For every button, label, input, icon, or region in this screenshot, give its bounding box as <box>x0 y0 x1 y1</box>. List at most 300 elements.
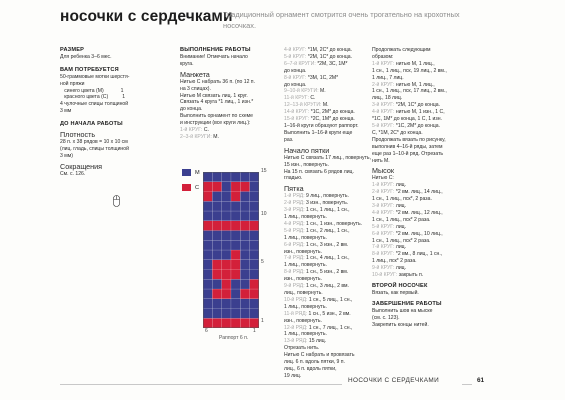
row-text: *2 вм. лиц., 10 лиц., <box>394 230 443 237</box>
foot-round <box>372 123 470 130</box>
row-text: изн., повернуть. <box>284 276 322 283</box>
row-text: 3 изн., повернуть. <box>304 200 349 207</box>
round-text: М. <box>211 133 219 140</box>
chart-stitch <box>240 172 249 182</box>
chart-stitch <box>250 270 259 280</box>
heel-row <box>284 366 372 373</box>
chart-stitch <box>203 221 212 231</box>
row-label: 3-й КРУГ: <box>372 102 395 109</box>
chart-stitch <box>231 201 240 211</box>
chart-stitch <box>240 279 249 289</box>
row-text: 19 лиц. <box>284 372 302 379</box>
row-text: лиц. 6 п. вдоль пятки, 9 п. <box>284 359 345 366</box>
pattern-round <box>284 47 372 54</box>
chart-stitch <box>203 309 212 319</box>
cuff-line: Нитью М связать лиц. 1 круг. <box>180 92 248 99</box>
row-text: Нитью С набрать и провязать <box>284 352 355 359</box>
chart-stitch <box>231 318 240 328</box>
chart-stitch <box>231 231 240 241</box>
chart-stitch <box>240 250 249 260</box>
row-label: 6–7-й КРУГИ: <box>284 60 316 67</box>
chart-stitch <box>212 211 221 221</box>
materials-line: красного цвета (С) 1 <box>60 94 126 101</box>
heel-row <box>284 269 372 276</box>
chart-stitch <box>203 250 212 260</box>
pattern-round <box>284 54 372 61</box>
chart-stitch <box>231 192 240 202</box>
pattern-round <box>284 75 372 82</box>
heel-row <box>284 221 372 228</box>
heel-start-line: 15 изн., повернуть. <box>284 161 329 168</box>
column-work-start <box>180 47 278 141</box>
row-label: 11-й КРУГ: <box>284 95 309 102</box>
row-label: 1-й РЯД: <box>284 193 305 200</box>
heel-subheading: Пятка <box>284 184 304 194</box>
chart-stitch <box>222 309 231 319</box>
row-text: изн., повернуть. <box>284 248 322 255</box>
row-text: лиц., 6 п. вдоль пятки, <box>284 365 337 372</box>
chart-stitch <box>250 289 259 299</box>
heel-row <box>284 242 372 249</box>
row-text: лиц. <box>394 244 407 251</box>
row-text: 1 сн., 3 лиц., 2 вм. <box>304 283 349 290</box>
toe-round <box>372 231 470 238</box>
heel-row <box>284 290 372 297</box>
row-text: *1М, 2С* до конца. <box>306 47 352 53</box>
row-tick-15: 15 <box>261 168 267 174</box>
chart-stitch <box>203 270 212 280</box>
row-label: 8-й РЯД: <box>284 269 305 276</box>
foot-intro-line: Продолжать следующим <box>372 47 431 53</box>
heel-start-subheading: Начало пятки <box>284 145 330 155</box>
heel-row <box>284 228 372 235</box>
toe-subheading: Мысок <box>372 166 394 176</box>
chart-stitch <box>240 260 249 270</box>
chart-stitch <box>222 182 231 192</box>
row-label: 4-й РЯД: <box>284 220 305 227</box>
row-label: 12–13-й КРУГИ: <box>284 102 322 109</box>
chart-stitch <box>231 221 240 231</box>
row-text: *3М, 1С, 2М* <box>306 74 339 81</box>
row-text: лиц. <box>394 203 407 210</box>
row-label: 9-й РЯД: <box>284 283 305 290</box>
heel-row <box>284 318 372 325</box>
footer-rule-end <box>462 384 472 385</box>
row-label: 3-й КРУГ: <box>372 203 395 210</box>
row-text: *2 вм. лиц., 14 лиц., <box>394 189 443 196</box>
chart-stitch <box>250 309 259 319</box>
chart-stitch <box>203 240 212 250</box>
cuff-line: Нитью С набрать 36 п. (по 12 п. <box>180 78 255 85</box>
toe-round <box>372 224 470 231</box>
row-text: 1 сн., 2 лиц., 1 сн., <box>304 227 350 234</box>
chart-stitch <box>240 270 249 280</box>
row-tick-5: 5 <box>261 259 264 265</box>
row-text: лиц., повернуть. <box>284 290 323 296</box>
row-text: 1 сн., 1 лиц., пск* 2 раза. <box>372 237 431 244</box>
heel-row <box>284 345 372 352</box>
chart-stitch <box>222 289 231 299</box>
row-label: 2-й КРУГ: <box>372 189 395 196</box>
chart-stitch <box>231 240 240 250</box>
mouse-cursor-icon <box>113 195 120 207</box>
heel-row <box>284 352 372 359</box>
chart-stitch <box>212 192 221 202</box>
chart-legend <box>182 168 200 198</box>
row-label: 1-й КРУГ: <box>372 60 395 67</box>
work-heading: ВЫПОЛНЕНИЕ РАБОТЫ <box>180 47 251 53</box>
row-text: Выполнить 1–16-й круги еще <box>284 129 353 136</box>
chart-stitch <box>250 221 259 231</box>
chart-stitch <box>240 289 249 299</box>
foot-round <box>372 116 470 123</box>
chart-stitch <box>212 270 221 280</box>
finishing-line: (см. с. 123). <box>372 314 400 321</box>
row-text: С, *1М, 2С* до конца. <box>372 129 423 136</box>
before-start-heading: ДО НАЧАЛА РАБОТЫ <box>60 121 123 128</box>
heel-row <box>284 325 372 332</box>
page-subtitle: Традиционный орнамент смотрится очень трогательно на крохотных носочках. <box>223 10 460 30</box>
col-tick-6: 6 <box>205 328 208 334</box>
chart-stitch <box>222 260 231 270</box>
heel-row <box>284 214 372 221</box>
row-text: 1 лиц., повернуть. <box>284 262 327 269</box>
foot-round <box>372 68 470 75</box>
row-label: 14-й КРУГ: <box>284 109 310 116</box>
row-text: *2С, 1М* до конца. <box>309 116 355 123</box>
chart-stitch <box>222 250 231 260</box>
chart-stitch <box>222 299 231 309</box>
legend-label-c: С <box>195 184 200 191</box>
chart-stitch <box>250 260 259 270</box>
chart-stitch <box>203 260 212 270</box>
chart-stitch <box>250 250 259 260</box>
chart-stitch <box>222 201 231 211</box>
row-text: 1 сн., 1 лиц., 1 сн., <box>304 207 350 214</box>
chart-stitch <box>250 172 259 182</box>
row-text: лиц., 18 лиц. <box>372 95 403 102</box>
row-label: 11-й РЯД: <box>284 310 308 317</box>
foot-continue-line: выполнив 4–16-й ряды, затем <box>372 143 443 150</box>
chart-stitch <box>250 299 259 309</box>
chart-stitch <box>250 240 259 250</box>
foot-round <box>372 75 470 82</box>
chart-stitch <box>240 211 249 221</box>
chart-stitch <box>222 270 231 280</box>
row-label: 12-й РЯД: <box>284 324 308 331</box>
chart-stitch <box>240 182 249 192</box>
chart-stitch <box>212 260 221 270</box>
materials-line: 4 чулочные спицы толщиной <box>60 101 129 108</box>
row-label: 10-й РЯД: <box>284 296 308 303</box>
row-text: *1С, 1М* до конца, 1 С, 1 изн. <box>372 116 442 123</box>
finishing-line: Выполнить шов на мыске <box>372 307 433 314</box>
row-label: 4-й КРУГ: <box>372 109 395 116</box>
column-foot-toe <box>372 47 470 328</box>
chart-stitch <box>203 192 212 202</box>
chart-stitch <box>240 309 249 319</box>
chart-stitch <box>212 309 221 319</box>
chart-stitch <box>212 172 221 182</box>
foot-intro-line: образом: <box>372 53 394 60</box>
chart-stitch <box>240 201 249 211</box>
chart-stitch <box>212 231 221 241</box>
pattern-round <box>284 61 372 68</box>
chart-stitch <box>203 211 212 221</box>
row-text: изн., повернуть. <box>284 317 322 324</box>
chart-stitch <box>231 279 240 289</box>
row-text: лиц. <box>394 265 407 272</box>
chart-stitch <box>240 299 249 309</box>
row-text: *2М, 1С* до конца. <box>394 102 440 109</box>
foot-round <box>372 130 470 137</box>
chart-stitch <box>212 182 221 192</box>
foot-continue-line: еще раз 1–10-й ряд. Отрезать <box>372 150 444 157</box>
materials-line: синего цвета (М) 1 <box>60 87 124 94</box>
foot-round <box>372 61 470 68</box>
chart-stitch <box>212 318 221 328</box>
page-title: носочки с сердечками <box>60 8 233 25</box>
row-text: *2 вм. лиц., 12 лиц., <box>394 209 443 216</box>
size-text: Для ребенка 3–6 мес. <box>60 53 112 60</box>
chart-stitch <box>231 270 240 280</box>
chart-stitch <box>231 260 240 270</box>
chart-stitch <box>212 201 221 211</box>
cuff-subheading: Манжета <box>180 69 210 79</box>
materials-heading: ВАМ ПОТРЕБУЕТСЯ <box>60 66 119 73</box>
work-note: круга. <box>180 60 194 67</box>
row-text: 9 лиц., повернуть. <box>304 193 349 200</box>
row-label: 4-й КРУГ: <box>372 209 395 216</box>
chart-stitch <box>203 289 212 299</box>
row-text: 1 сн., 5 изн., 2 вм. <box>307 310 351 317</box>
cuff-line: до конца. <box>180 106 203 113</box>
row-text: 1 сн., 1 лиц., пск, 19 лиц., 2 вм., <box>372 67 447 74</box>
chart-stitch <box>222 221 231 231</box>
work-note: Внимание! Отмечать начало <box>180 53 248 60</box>
heel-row <box>284 304 372 311</box>
heel-row <box>284 283 372 290</box>
row-text: 1 лиц., 7 лиц. <box>372 74 404 81</box>
chart-stitch <box>240 221 249 231</box>
row-label: 8-й КРУГ: <box>372 251 395 258</box>
materials-list <box>60 74 175 115</box>
column-pattern-heel <box>284 47 372 380</box>
row-text: 15 лиц. <box>307 338 327 345</box>
materials-line: 50-граммовые мотки шерстя- <box>60 73 130 80</box>
chart-stitch <box>231 211 240 221</box>
chart-stitch <box>231 182 240 192</box>
chart-stitch <box>203 201 212 211</box>
row-text: *2М, 3С, 1М* <box>315 60 348 67</box>
pattern-round <box>284 116 372 123</box>
heel-row <box>284 235 372 242</box>
col-tick-1: 1 <box>253 328 256 334</box>
toe-round <box>372 196 470 203</box>
chart-stitch <box>240 192 249 202</box>
chart-stitch <box>231 309 240 319</box>
row-label: 9-й КРУГ: <box>372 265 395 272</box>
round-label: 1-й КРУГ: <box>180 127 203 134</box>
row-label: 3-й РЯД: <box>284 207 305 214</box>
row-text: 1 лиц., повернуть. <box>284 214 327 221</box>
chart-stitch <box>222 279 231 289</box>
row-text: 1 сн., 1 лиц., пск* 2 раза. <box>372 216 431 223</box>
row-text: 1 лиц., повернуть. <box>284 331 327 338</box>
legend-item-c <box>182 183 200 192</box>
chart-stitch <box>222 318 231 328</box>
row-label: 5-й РЯД: <box>284 227 305 234</box>
row-label: 9–10-й КРУГИ: <box>284 88 319 95</box>
chart-stitch <box>240 231 249 241</box>
finishing-heading: ЗАВЕРШЕНИЕ РАБОТЫ <box>372 300 442 307</box>
row-text: нитью М, 1 изн., 1 С, <box>394 109 445 116</box>
row-text: *1С, 2М* до конца. <box>394 122 440 129</box>
cuff-line: на 3 спицах). <box>180 85 211 92</box>
chart-stitch <box>222 211 231 221</box>
row-text: 1 сн., 4 лиц., 1 сн., <box>304 255 350 262</box>
round-label: 2–3-й КРУГИ: <box>180 133 212 140</box>
row-label: 2-й РЯД: <box>284 200 305 207</box>
row-label: 8-й КРУГ: <box>284 74 307 81</box>
row-text: нитью М, 1 лиц., <box>394 81 435 88</box>
chart-stitch <box>212 279 221 289</box>
row-text: *2 вм., 8 лиц., 1 сн., <box>394 251 443 258</box>
row-tick-1: 1 <box>261 318 264 324</box>
row-text: нитью М, 1 лиц., <box>394 60 435 67</box>
chart-stitch <box>240 318 249 328</box>
running-title: НОСОЧКИ С СЕРДЕЧКАМИ <box>348 377 440 384</box>
page-number: 61 <box>477 377 485 384</box>
row-label: 7-й РЯД: <box>284 255 305 262</box>
row-text: 1 сн., 3 изн., 2 вм. <box>304 241 349 248</box>
chart-stitch <box>250 279 259 289</box>
cuff-row <box>180 127 278 134</box>
row-label: 5-й КРУГ: <box>372 223 395 230</box>
heel-row <box>284 359 372 366</box>
footer-rule <box>60 384 342 385</box>
row-text: закрыть п. <box>397 272 424 279</box>
finishing-line: Закрепить концы нитей. <box>372 321 429 328</box>
foot-round <box>372 88 470 95</box>
chart-stitch <box>250 211 259 221</box>
row-label: 7-й КРУГ: <box>372 244 395 251</box>
chart-stitch <box>222 240 231 250</box>
chart-stitch <box>212 250 221 260</box>
chart-stitch <box>212 221 221 231</box>
row-text: раз. <box>284 136 294 143</box>
chart-stitch <box>250 192 259 202</box>
heel-row <box>284 311 372 318</box>
row-label: 13-й РЯД: <box>284 338 308 345</box>
chart-stitch <box>250 318 259 328</box>
abbreviations-subheading: Сокращения <box>60 161 103 171</box>
row-label: 15-й КРУГ: <box>284 116 310 123</box>
heel-row <box>284 255 372 262</box>
legend-swatch-m <box>182 169 191 176</box>
row-label: 1-й КРУГ: <box>372 182 395 189</box>
chart-stitch <box>250 231 259 241</box>
row-tick-10: 10 <box>261 211 267 217</box>
density-line: (лиц. гладь, спицы толщиной <box>60 145 129 152</box>
chart-stitch <box>212 299 221 309</box>
pattern-round <box>284 68 372 75</box>
foot-continue-line: Продолжать вязать по рисунку, <box>372 136 446 143</box>
chart-stitch <box>212 289 221 299</box>
row-text: 1 лиц., повернуть. <box>284 303 327 310</box>
foot-continue-line: нить М. <box>372 157 390 164</box>
toe-round <box>372 217 470 224</box>
row-text: 1 лиц., пск* 2 раза. <box>372 258 417 265</box>
legend-item-m <box>182 168 200 177</box>
heel-start-line: Нитью С связать 17 лиц., повернуть, <box>284 154 371 161</box>
toe-round <box>372 189 470 196</box>
pattern-round <box>284 130 372 137</box>
foot-round <box>372 109 470 116</box>
row-label: 6-й РЯД: <box>284 241 305 248</box>
row-label: 4-й КРУГ: <box>284 47 307 53</box>
toe-round <box>372 251 470 258</box>
chart-stitch <box>203 279 212 289</box>
row-text: *1С, 2М* до конца. <box>309 109 355 116</box>
toe-round <box>372 210 470 217</box>
repeat-caption: Раппорт 6 п. <box>219 335 249 341</box>
chart-stitch <box>231 289 240 299</box>
chart-stitch <box>203 172 212 182</box>
row-text: С. <box>308 95 316 102</box>
heel-start-line: гладью. <box>284 175 303 182</box>
chart-stitch <box>212 240 221 250</box>
chart-stitch <box>222 172 231 182</box>
row-label: 10-й КРУГ: <box>372 272 398 279</box>
chart-stitch <box>240 240 249 250</box>
row-label: 5-й КРУГ: <box>284 53 307 60</box>
abbreviations-text: См. с. 126. <box>60 170 86 177</box>
chart-stitch <box>203 318 212 328</box>
heel-row <box>284 297 372 304</box>
pattern-round <box>284 123 372 130</box>
row-label: 5-й КРУГ: <box>372 122 395 129</box>
cuff-line: Связать 4 круга *1 лиц., 1 изн.* <box>180 99 254 106</box>
heel-row <box>284 207 372 214</box>
row-text: 1 сн., 7 лиц., 1 сн., <box>307 324 353 331</box>
chart-stitch <box>222 231 231 241</box>
chart-stitch <box>203 231 212 241</box>
heel-row <box>284 338 372 345</box>
row-text: 1 сн., 5 изн., 2 вм. <box>304 269 349 276</box>
chart-stitch <box>231 299 240 309</box>
chart-stitch <box>231 250 240 260</box>
second-sock-text: Вязать, как первый. <box>372 289 419 296</box>
legend-label-m: М <box>195 169 200 176</box>
row-text: М. <box>318 88 326 95</box>
chart-stitch <box>250 201 259 211</box>
chart-stitch <box>203 299 212 309</box>
row-text: М. <box>321 102 329 109</box>
column-requirements <box>60 47 175 178</box>
density-line: 3 мм) <box>60 152 73 159</box>
row-text: 1 сн., 1 изн., повернуть. <box>304 220 363 227</box>
materials-line: 3 мм <box>60 108 72 115</box>
row-text: до конца. <box>284 81 307 88</box>
row-text: лиц. <box>394 182 407 189</box>
size-heading: РАЗМЕР <box>60 47 85 53</box>
row-text: лиц. <box>394 223 407 230</box>
row-text: 1 сн., 1 лиц., пск*, 2 раза. <box>372 196 432 203</box>
cuff-line: Выполнить орнамент по схеме <box>180 113 253 120</box>
cuff-line: и инструкции (все круги лиц.): <box>180 120 251 127</box>
toe-round <box>372 272 470 279</box>
